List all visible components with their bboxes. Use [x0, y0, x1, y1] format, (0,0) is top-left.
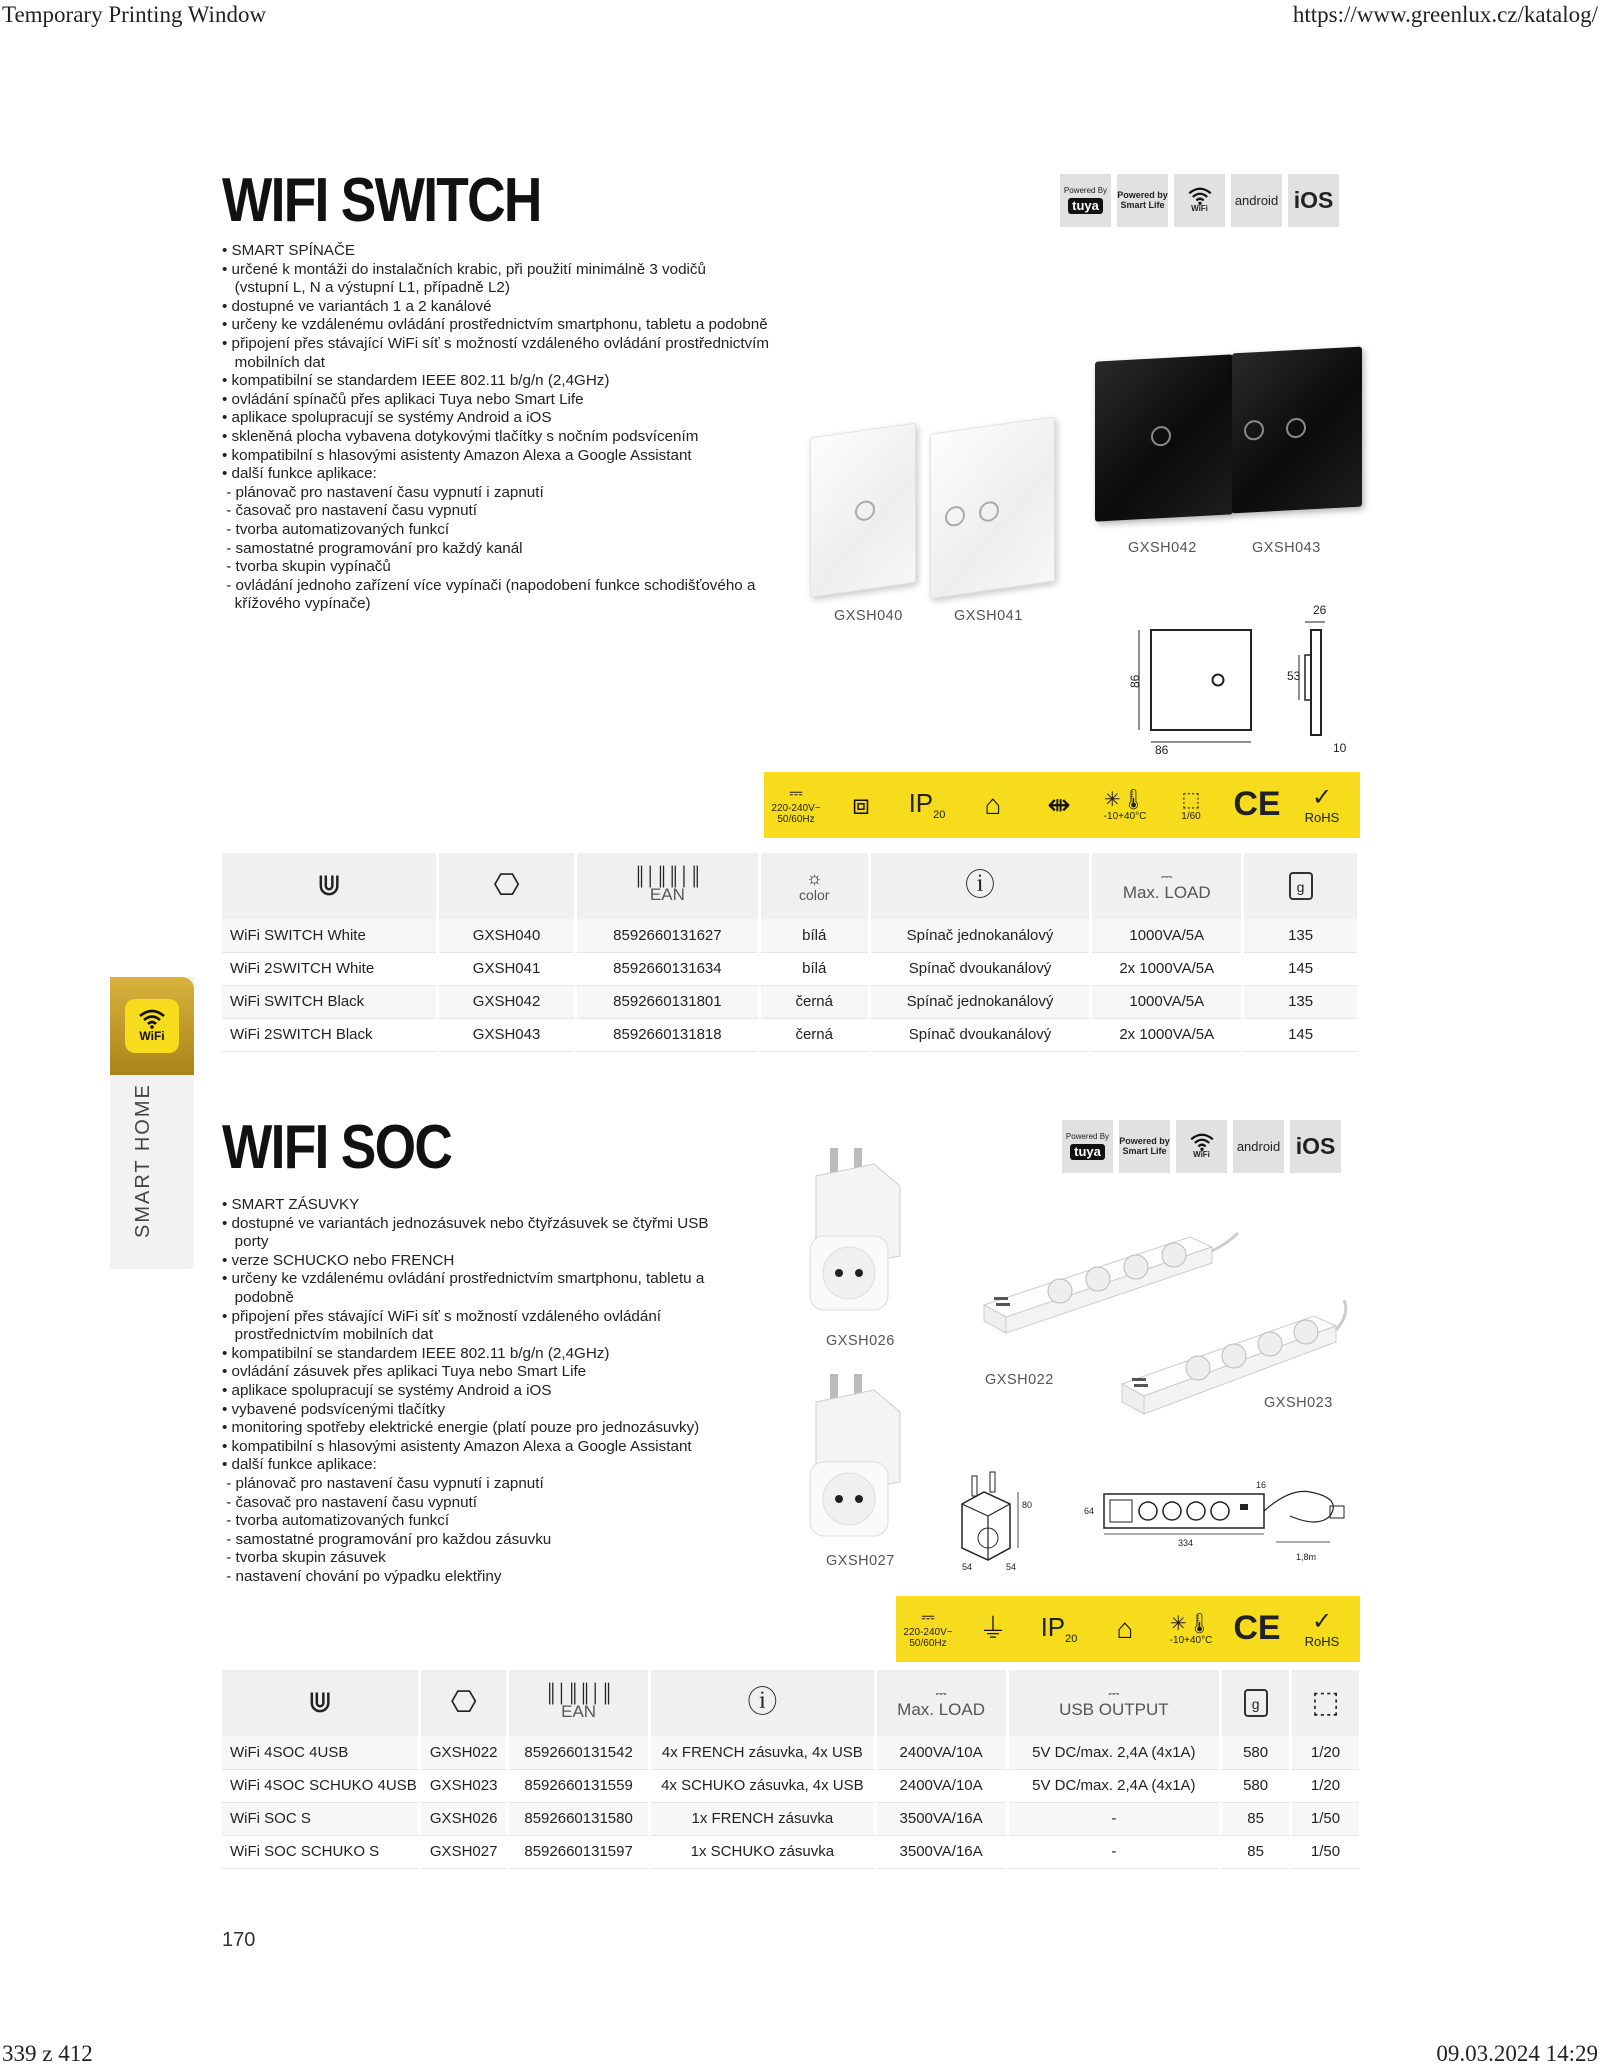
feature-bullet: prostřednictvím mobilních dat — [222, 1326, 434, 1344]
table-cell: 135 — [1243, 919, 1359, 952]
col-ean — [575, 853, 759, 919]
code-label-gxsh043: GXSH043 — [1252, 540, 1321, 556]
feature-bullet: • ovládání zásuvek přes aplikaci Tuya nebo Smart Life — [222, 1363, 587, 1381]
feature-bullet: • připojení přes stávající WiFi síť s možností vzdáleného ovládání prostřednictvím — [222, 334, 770, 352]
table-cell: 8592660131627 — [575, 919, 759, 952]
table-cell: Spínač jednokanálový — [869, 919, 1091, 952]
code-label-gxsh027: GXSH027 — [826, 1553, 895, 1569]
dim-strip-small: 16 — [1256, 1480, 1267, 1490]
col-name — [222, 853, 438, 919]
table-cell: WiFi 4SOC SCHUKO 4USB — [222, 1769, 420, 1802]
feature-bullet: - tvorba automatizovaných funkcí — [222, 1512, 450, 1530]
ce-mark: CE — [1233, 785, 1281, 824]
product-image-gxsh027 — [804, 1362, 914, 1542]
table-cell: 5V DC/max. 2,4A (4x1A) — [1007, 1769, 1221, 1802]
power-icon: ⎓ — [1161, 868, 1173, 884]
feature-bullet: • verze SCHUCKO nebo FRENCH — [222, 1251, 455, 1269]
table-row — [222, 1769, 1361, 1802]
feature-bullet: • skleněná plocha vybavena dotykovými tlačítky s nočním podsvícením — [222, 427, 699, 445]
smart-life-badge — [1119, 1120, 1170, 1173]
soc-badges — [1062, 1120, 1341, 1173]
table-cell: černá — [759, 985, 869, 1018]
table-cell: - — [1007, 1802, 1221, 1835]
dim-strip-depth: 64 — [1084, 1506, 1095, 1516]
product-image-gxsh040 — [810, 423, 916, 598]
table-cell: GXSH022 — [420, 1736, 508, 1769]
ean-header: EAN — [561, 1702, 597, 1721]
smart-life-label: Powered by Smart Life — [1117, 190, 1168, 210]
weight-icon — [1244, 1689, 1268, 1717]
table-cell: Spínač dvoukanálový — [869, 1018, 1091, 1051]
product-image-gxsh043 — [1232, 347, 1362, 514]
col-color — [759, 853, 869, 919]
wifi-tab-label: WiFi — [139, 1029, 165, 1043]
col-pack — [1291, 1670, 1361, 1736]
ios-label: iOS — [1293, 187, 1334, 214]
code-icon: ⎔ — [493, 869, 520, 902]
switch-dimension-drawing — [1125, 600, 1370, 760]
table-cell: GXSH023 — [420, 1769, 508, 1802]
table-cell: 1x SCHUKO zásuvka — [650, 1835, 876, 1868]
code-label-gxsh042: GXSH042 — [1128, 540, 1197, 556]
spec-package — [1158, 789, 1224, 822]
dim-plug-depth: 54 — [1006, 1562, 1017, 1572]
weight-icon — [1289, 872, 1313, 900]
rohs-label: RoHS — [1304, 1634, 1340, 1650]
feature-bullet: - ovládání jednoho zařízení více vypínači (napodobení funkce schodišťového a — [222, 576, 756, 594]
feature-bullet: • určeny ke vzdálenému ovládání prostřednictvím smartphonu, tabletu a podobně — [222, 316, 768, 334]
col-weight — [1221, 1670, 1291, 1736]
print-timestamp: 09.03.2024 14:29 — [1436, 2041, 1598, 2066]
feature-bullet: - tvorba skupin zásuvek — [222, 1549, 386, 1567]
table-cell: bílá — [759, 952, 869, 985]
spec-voltage-label: 220-240V~ 50/60Hz — [903, 1626, 953, 1649]
col-name — [222, 1670, 420, 1736]
table-cell: 145 — [1243, 1018, 1359, 1051]
feature-bullet: • vybavené podsvícenými tlačítky — [222, 1400, 446, 1418]
feature-bullet: • monitoring spotřeby elektrické energie (platí pouze pro jednozásuvky) — [222, 1419, 700, 1437]
info-icon: ⓘ — [747, 1686, 778, 1719]
table-cell: GXSH026 — [420, 1802, 508, 1835]
table-cell: 2400VA/10A — [875, 1736, 1007, 1769]
mount-icon: ⇼ — [1047, 789, 1071, 820]
table-cell: WiFi SWITCH Black — [222, 985, 438, 1018]
table-cell: 2400VA/10A — [875, 1769, 1007, 1802]
feature-bullet: - časovač pro nastavení času vypnutí — [222, 502, 477, 520]
table-cell: GXSH042 — [438, 985, 576, 1018]
switch-badges — [1060, 174, 1339, 227]
feature-bullet: - tvorba skupin vypínačů — [222, 558, 391, 576]
android-badge — [1231, 174, 1282, 227]
table-cell: 8592660131580 — [508, 1802, 650, 1835]
table-cell: 1/20 — [1291, 1769, 1361, 1802]
table-cell: 3500VA/16A — [875, 1802, 1007, 1835]
feature-bullet: • aplikace spolupracují se systémy Android a iOS — [222, 409, 552, 427]
box-icon: ⬚ — [1181, 788, 1201, 811]
box-icon: ⬚ — [1311, 1686, 1340, 1719]
spec-ce — [1224, 1610, 1290, 1647]
table-cell: 1/50 — [1291, 1835, 1361, 1868]
feature-bullet: - samostatné programování pro každý kanál — [222, 539, 523, 557]
feature-bullet: • SMART ZÁSUVKY — [222, 1196, 360, 1213]
check-icon: ✓ — [1311, 783, 1333, 811]
thermometer-icon: ✳🌡 — [1103, 788, 1147, 811]
table-cell: bílá — [759, 919, 869, 952]
table-cell: černá — [759, 1018, 869, 1051]
switch-table — [222, 853, 1360, 1052]
dim-plate: 10 — [1333, 741, 1347, 755]
check-icon: ✓ — [1311, 1607, 1333, 1635]
product-image-gxsh042 — [1095, 354, 1233, 521]
table-cell: 85 — [1221, 1835, 1291, 1868]
print-page-counter: 339 z 412 — [2, 2041, 93, 2066]
table-cell: GXSH027 — [420, 1835, 508, 1868]
feature-bullet: (vstupní L, N a výstupní L1, případně L2) — [222, 279, 510, 297]
col-info — [650, 1670, 876, 1736]
ip-label: IP — [1040, 1611, 1066, 1642]
table-row — [222, 1802, 1361, 1835]
spec-earth — [960, 1615, 1026, 1643]
soc-title: WIFI SOC — [222, 1113, 452, 1182]
android-label: android — [1236, 1138, 1281, 1154]
table-row — [222, 1835, 1361, 1868]
feature-bullet: - časovač pro nastavení času vypnutí — [222, 1493, 477, 1511]
soc-spec-bar — [896, 1596, 1360, 1662]
table-cell: 8592660131801 — [575, 985, 759, 1018]
soc-dimension-drawing — [950, 1468, 1360, 1578]
feature-bullet: - samostatné programování pro každou zásuvku — [222, 1530, 552, 1548]
tuya-badge — [1060, 174, 1111, 227]
usb-power-icon: ⎓ — [1108, 1685, 1120, 1701]
feature-bullet: porty — [222, 1233, 269, 1251]
code-label-gxsh040: GXSH040 — [834, 608, 903, 624]
tuya-badge — [1062, 1120, 1113, 1173]
feature-bullet: • další funkce aplikace: — [222, 1456, 377, 1474]
ean-header: EAN — [649, 885, 685, 904]
table-cell: 135 — [1243, 985, 1359, 1018]
code-label-gxsh022: GXSH022 — [985, 1372, 1054, 1388]
col-usb — [1007, 1670, 1221, 1736]
col-load — [1091, 853, 1243, 919]
dim-width: 86 — [1155, 743, 1169, 757]
page-number: 170 — [222, 1929, 256, 1951]
dim-strip-length: 334 — [1178, 1538, 1194, 1548]
wifi-icon — [1186, 187, 1214, 205]
spec-pack-label: 1/60 — [1181, 810, 1201, 822]
color-header: color — [799, 887, 830, 903]
spec-ce — [1224, 786, 1290, 823]
spec-rohs — [1290, 1609, 1354, 1650]
ip-sub-label: 20 — [933, 809, 946, 822]
product-image-gxsh041 — [930, 416, 1055, 599]
spec-class-ii — [828, 791, 894, 819]
feature-bullet: - tvorba automatizovaných funkcí — [222, 520, 450, 538]
table-cell: 8592660131559 — [508, 1769, 650, 1802]
wifi-badge-label: WiFi — [1191, 204, 1208, 214]
table-cell: 8592660131634 — [575, 952, 759, 985]
wifi-icon — [137, 1009, 167, 1029]
table-cell: 1/20 — [1291, 1736, 1361, 1769]
load-header: Max. LOAD — [1122, 883, 1211, 902]
tuya-logo: tuya — [1068, 198, 1103, 214]
spec-indoor — [960, 791, 1026, 819]
dim-box: 53 — [1287, 669, 1301, 683]
table-cell: 145 — [1243, 952, 1359, 985]
table-cell: WiFi SOC S — [222, 1802, 420, 1835]
table-cell: Spínač dvoukanálový — [869, 952, 1091, 985]
usb-header: USB OUTPUT — [1059, 1700, 1169, 1719]
touch-button-icon — [1244, 420, 1264, 441]
table-cell: 8592660131818 — [575, 1018, 759, 1051]
table-row — [222, 985, 1359, 1018]
spec-indoor — [1092, 1615, 1158, 1643]
spec-ip-rating — [1026, 1613, 1092, 1645]
table-cell: 2x 1000VA/5A — [1091, 1018, 1243, 1051]
table-cell: 580 — [1221, 1736, 1291, 1769]
powered-by-label: Powered By — [1065, 1132, 1110, 1142]
feature-bullet: • dostupné ve variantách jednozásuvek nebo čtyřzásuvek se čtyřmi USB — [222, 1214, 709, 1232]
code-label-gxsh041: GXSH041 — [954, 608, 1023, 624]
double-square-icon: ⧈ — [852, 789, 870, 820]
table-row — [222, 952, 1359, 985]
wifi-icon — [1188, 1133, 1216, 1151]
dim-plug-width: 54 — [962, 1562, 973, 1572]
table-cell: GXSH041 — [438, 952, 576, 985]
dim-height: 86 — [1128, 674, 1142, 688]
col-code — [438, 853, 576, 919]
table-cell: 1/50 — [1291, 1802, 1361, 1835]
code-label-gxsh026: GXSH026 — [826, 1333, 895, 1349]
spec-temp-label: -10+40°C — [1103, 810, 1147, 822]
spec-ip-rating — [894, 789, 960, 821]
earth-icon: ⏚ — [978, 1613, 1007, 1644]
barcode-icon: ║│║║│║ — [633, 866, 702, 886]
house-icon: ⌂ — [1116, 1613, 1134, 1644]
load-header: Max. LOAD — [897, 1700, 986, 1719]
feature-bullet: - plánovač pro nastavení času vypnutí i zapnutí — [222, 483, 544, 501]
table-cell: WiFi SWITCH White — [222, 919, 438, 952]
product-name-icon: ⋓ — [307, 1686, 333, 1719]
col-info — [869, 853, 1091, 919]
touch-button-icon — [979, 500, 999, 523]
table-cell: 3500VA/16A — [875, 1835, 1007, 1868]
switch-title: WIFI SWITCH — [222, 166, 541, 235]
table-cell: WiFi 2SWITCH Black — [222, 1018, 438, 1051]
feature-bullet: podobně — [222, 1288, 294, 1306]
ios-badge — [1288, 174, 1339, 227]
powered-by-label: Powered By — [1063, 186, 1108, 196]
house-icon: ⌂ — [984, 789, 1002, 820]
print-window-title: Temporary Printing Window — [2, 2, 267, 27]
spec-temperature — [1092, 789, 1158, 822]
weight-header: g — [1251, 1696, 1260, 1712]
touch-button-icon — [1286, 418, 1306, 439]
color-icon: ☼ — [805, 868, 823, 888]
code-icon: ⎔ — [450, 1686, 477, 1719]
spec-temp-label: -10+40°C — [1169, 1634, 1213, 1646]
android-label: android — [1234, 192, 1279, 208]
col-code — [420, 1670, 508, 1736]
smart-life-label: Powered by Smart Life — [1119, 1136, 1170, 1156]
ip-label: IP — [908, 787, 934, 818]
ip-sub-label: 20 — [1065, 1633, 1078, 1646]
touch-button-icon — [855, 499, 875, 522]
ce-mark: CE — [1233, 1609, 1281, 1648]
feature-bullet: • aplikace spolupracují se systémy Android a iOS — [222, 1381, 552, 1399]
table-cell: GXSH043 — [438, 1018, 576, 1051]
touch-button-icon — [945, 505, 965, 528]
col-weight — [1243, 853, 1359, 919]
product-name-icon: ⋓ — [316, 869, 342, 902]
table-row — [222, 1018, 1359, 1051]
table-cell: 5V DC/max. 2,4A (4x1A) — [1007, 1736, 1221, 1769]
ios-badge — [1290, 1120, 1341, 1173]
feature-bullet: • kompatibilní se standardem IEEE 802.11 b/g/n (2,4GHz) — [222, 372, 610, 390]
table-cell: 1x FRENCH zásuvka — [650, 1802, 876, 1835]
feature-bullet: • určeny ke vzdálenému ovládání prostřednictvím smartphonu, tabletu a — [222, 1270, 705, 1288]
feature-bullet: • kompatibilní s hlasovými asistenty Amazon Alexa a Google Assistant — [222, 1437, 692, 1455]
rohs-label: RoHS — [1304, 810, 1340, 826]
col-ean — [508, 1670, 650, 1736]
feature-bullet: • kompatibilní se standardem IEEE 802.11 b/g/n (2,4GHz) — [222, 1344, 610, 1362]
table-cell: - — [1007, 1835, 1221, 1868]
feature-bullet: - plánovač pro nastavení času vypnutí i zapnutí — [222, 1474, 544, 1492]
table-cell: 2x 1000VA/5A — [1091, 952, 1243, 985]
feature-bullet: • určené k montáži do instalačních krabic, při použití minimálně 3 vodičů — [222, 260, 706, 278]
feature-bullet: - nastavení chování po výpadku elektřiny — [222, 1567, 502, 1585]
table-cell: 1000VA/5A — [1091, 919, 1243, 952]
power-icon: ⎓ — [935, 1685, 947, 1701]
dim-depth: 26 — [1313, 603, 1327, 617]
feature-bullet: • ovládání spínačů přes aplikaci Tuya nebo Smart Life — [222, 390, 584, 408]
ios-label: iOS — [1295, 1133, 1336, 1160]
soc-table — [222, 1670, 1362, 1869]
table-cell: 580 — [1221, 1769, 1291, 1802]
spec-voltage: ⎓ 220-240V~ 50/60Hz — [896, 1609, 960, 1649]
feature-bullet: křížového vypínače) — [222, 595, 371, 613]
feature-bullet: • připojení přes stávající WiFi síť s možností vzdáleného ovládání — [222, 1307, 661, 1325]
wifi-badge — [125, 999, 179, 1053]
switch-spec-bar — [764, 772, 1360, 838]
col-load — [875, 1670, 1007, 1736]
wifi-tab — [110, 977, 194, 1075]
table-cell: 1000VA/5A — [1091, 985, 1243, 1018]
feature-bullet: • další funkce aplikace: — [222, 465, 377, 483]
table-cell: 8592660131597 — [508, 1835, 650, 1868]
info-icon: ⓘ — [964, 869, 995, 902]
table-cell: 8592660131542 — [508, 1736, 650, 1769]
table-cell: Spínač jednokanálový — [869, 985, 1091, 1018]
product-image-gxsh026 — [804, 1136, 914, 1316]
spec-voltage: ⎓ 220-240V~ 50/60Hz — [764, 785, 828, 825]
table-cell: WiFi 2SWITCH White — [222, 952, 438, 985]
dim-plug-height: 80 — [1022, 1500, 1033, 1510]
touch-button-icon — [1151, 426, 1171, 447]
table-cell: 85 — [1221, 1802, 1291, 1835]
soc-feature-list — [222, 1196, 782, 1586]
wifi-badge-top — [1176, 1120, 1227, 1173]
tuya-logo: tuya — [1070, 1144, 1105, 1160]
table-cell: WiFi 4SOC 4USB — [222, 1736, 420, 1769]
android-badge — [1233, 1120, 1284, 1173]
feature-bullet: • kompatibilní s hlasovými asistenty Amazon Alexa a Google Assistant — [222, 446, 692, 464]
table-cell: 4x SCHUKO zásuvka, 4x USB — [650, 1769, 876, 1802]
code-label-gxsh023: GXSH023 — [1264, 1395, 1333, 1411]
sidebar-section-label: SMART HOME — [132, 1083, 154, 1238]
spec-rohs — [1290, 785, 1354, 826]
table-row — [222, 919, 1359, 952]
spec-voltage-label: 220-240V~ 50/60Hz — [771, 802, 821, 825]
feature-bullet: • SMART SPÍNAČE — [222, 242, 356, 259]
spec-temperature — [1158, 1613, 1224, 1646]
table-cell: GXSH040 — [438, 919, 576, 952]
smart-life-badge — [1117, 174, 1168, 227]
switch-feature-list — [222, 242, 822, 614]
dim-cable-length: 1,8m — [1296, 1552, 1317, 1562]
feature-bullet: mobilních dat — [222, 353, 326, 371]
spec-install — [1026, 791, 1092, 819]
feature-bullet: • dostupné ve variantách 1 a 2 kanálové — [222, 297, 492, 315]
weight-header: g — [1296, 879, 1305, 895]
table-cell: WiFi SOC SCHUKO S — [222, 1835, 420, 1868]
wifi-badge-label: WiFi — [1193, 1150, 1210, 1160]
table-cell: 4x FRENCH zásuvka, 4x USB — [650, 1736, 876, 1769]
print-url[interactable]: https://www.greenlux.cz/katalog/ — [1292, 2, 1598, 27]
thermometer-icon: ✳🌡 — [1169, 1612, 1213, 1635]
barcode-icon: ║│║║│║ — [544, 1683, 613, 1703]
table-row — [222, 1736, 1361, 1769]
wifi-badge-top — [1174, 174, 1225, 227]
